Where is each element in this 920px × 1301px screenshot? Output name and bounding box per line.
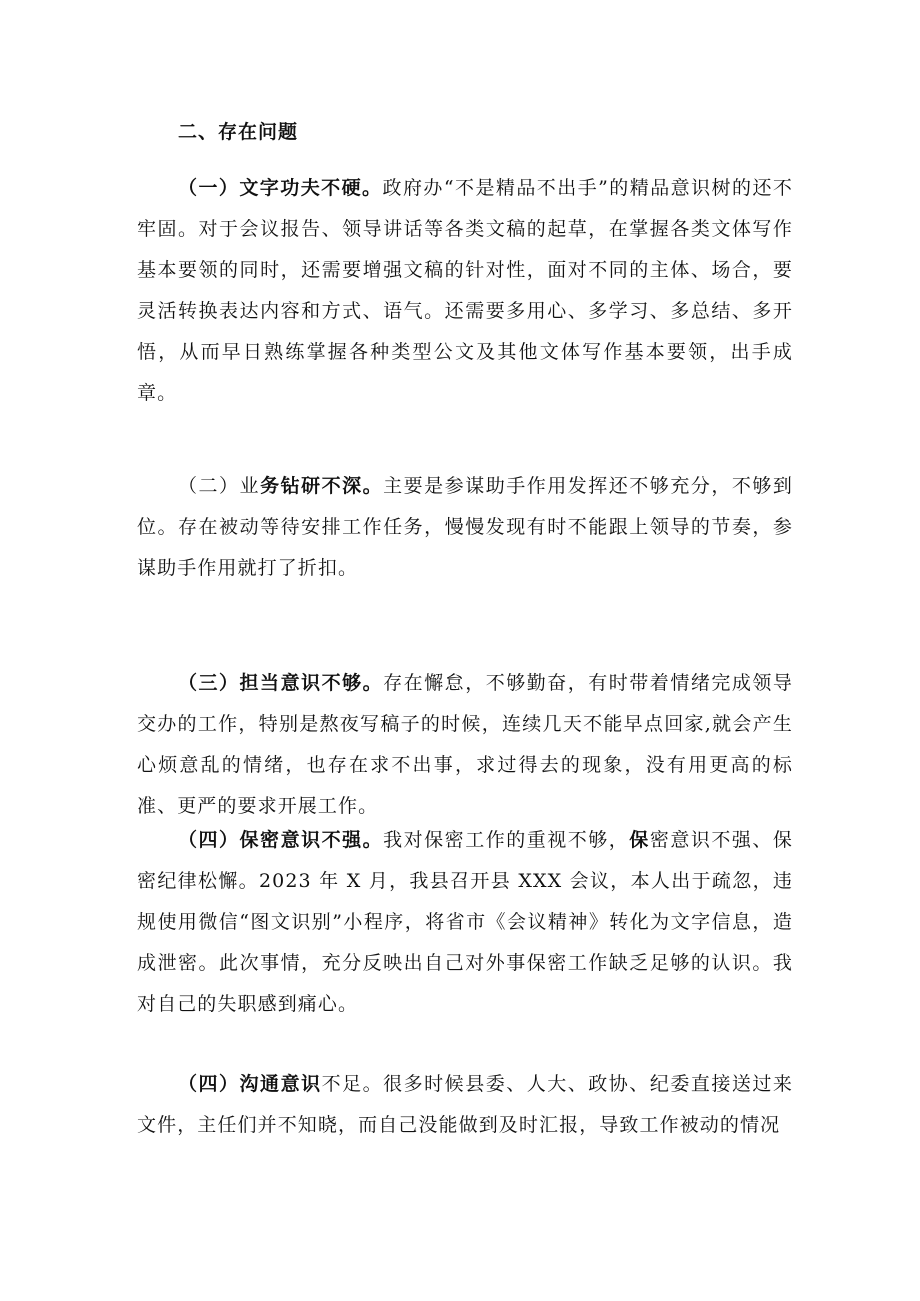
paragraph-business-research <box>137 466 793 589</box>
paragraph-line: 交办的工作，特别是熬夜写稿子的时候，连续几天不能早点回家,就会产生 <box>137 713 793 735</box>
paragraph-line: 开悟，从而早日熟练掌握各种类型公文及其他文体写作基本要领，出手成 <box>137 300 793 363</box>
paragraph-lead <box>178 475 383 497</box>
lead-title: 担当意识不够。 <box>239 672 384 694</box>
paragraph-line: 密意识不强、保 <box>649 829 793 851</box>
paragraph-line: 心烦意乱的情绪，也存在求不出事，求过得去的现象，没有用更高的标准、 <box>137 754 793 817</box>
paragraph-line: 位。存在被动等待安排工作任务，慢慢发现有时不能跟上领导的节奏，参 <box>137 516 793 538</box>
paragraph-line: 密纪律松懈。2023 年 X 月，我县召开县 XXX 会议，本人出于疏忽，违规 <box>137 870 793 933</box>
paragraph-communication <box>137 1064 793 1146</box>
paragraph-lead <box>178 177 383 199</box>
paragraph-lead <box>178 829 383 851</box>
paragraph-line: 作基本要领的同时，还需要增强文稿的针对性，面对不同的主体、场合， <box>137 218 793 281</box>
lead-number: （二）业 <box>178 475 261 497</box>
paragraph-line: 不牢固。对于会议报告、领导讲话等各类文稿的起草，在掌握各类文体写 <box>137 177 793 240</box>
paragraph-line: 更严的要求开展工作。 <box>177 795 379 817</box>
paragraph-line: 我对保密工作的重视不够， <box>383 829 630 851</box>
lead-number: （三） <box>178 672 240 694</box>
paragraph-line: 存在懈怠，不够勤奋，有时带着情绪完成领导 <box>383 672 793 694</box>
paragraph-line: 文件，主任们并不知晓，而自己没能做到及时汇报，导致工作被动的情况 <box>137 1114 781 1136</box>
lead-title: 沟通意识 <box>239 1073 322 1095</box>
lead-title: 务钻研不深。 <box>260 475 384 497</box>
bold-character: 保 <box>629 829 650 851</box>
paragraph-lead <box>178 1073 322 1095</box>
paragraph-text-skill <box>137 168 793 414</box>
paragraph-line: 谋助手作用就打了折扣。 <box>137 557 359 579</box>
paragraph-line: 不足。很多时候县委、人大、政协、纪委直接送过来 <box>321 1073 793 1095</box>
paragraph-confidentiality <box>137 820 793 1025</box>
lead-title: 保密意识不强。 <box>239 829 384 851</box>
lead-title: 文字功夫不硬。 <box>239 177 383 199</box>
lead-number: （四） <box>178 1073 240 1095</box>
paragraph-line: 使用微信“图文识别”小程序，将省市《会议精神》转化为文字信息，造 <box>157 911 793 933</box>
paragraph-line: 政府办“不是精品不出手”的精品意识树的还 <box>382 177 773 199</box>
paragraph-lead <box>178 672 383 694</box>
paragraph-line: 成泄密。此次事情，充分反映出自己对外事保密工作缺乏足够的认识。我 <box>137 952 793 974</box>
lead-number: （一） <box>178 177 240 199</box>
paragraph-line: 主要是参谋助手作用发挥还不够充分，不够到 <box>383 475 793 497</box>
section-heading: 二、存在问题 <box>178 121 299 143</box>
paragraph-line: 对自己的失职感到痛心。 <box>137 993 359 1015</box>
paragraph-line: 章。 <box>137 382 178 404</box>
lead-number: （四） <box>178 829 240 851</box>
paragraph-responsibility <box>137 663 793 827</box>
paragraph-line: 要灵活转换表达内容和方式、语气。还需要多用心、多学习、多总结、多 <box>137 259 793 322</box>
